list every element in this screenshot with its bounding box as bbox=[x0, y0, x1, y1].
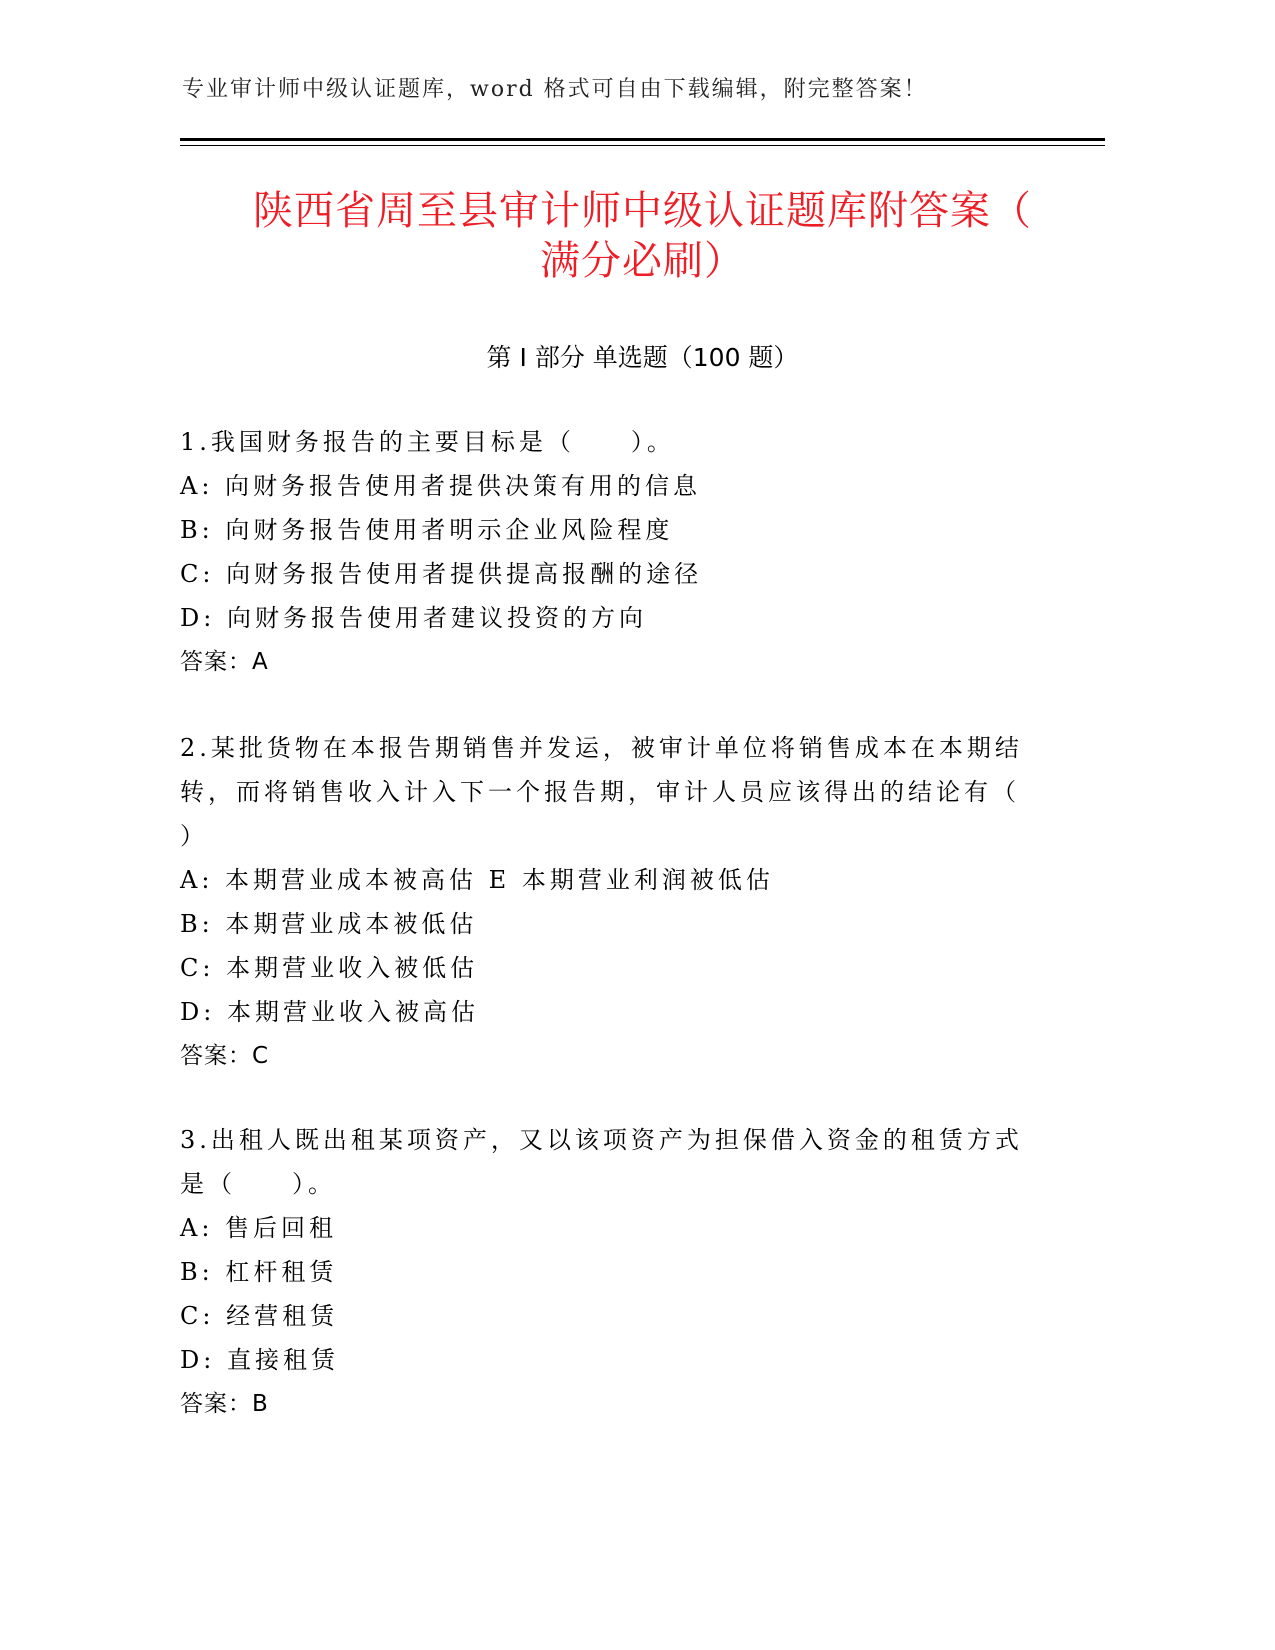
option-c: C: 本期营业收入被低估 bbox=[180, 954, 479, 982]
option-d: D: 向财务报告使用者建议投资的方向 bbox=[180, 604, 647, 632]
question-stem: 1.我国财务报告的主要目标是（ ）。 bbox=[180, 428, 675, 456]
option-b: B: 向财务报告使用者明示企业风险程度 bbox=[180, 516, 674, 544]
option-c: C: 经营租赁 bbox=[180, 1302, 339, 1330]
option-a: A: 售后回租 bbox=[180, 1214, 338, 1242]
header-note: 专业审计师中级认证题库，word 格式可自由下载编辑，附完整答案！ bbox=[182, 77, 928, 102]
question-stem-line-1: 3.出租人既出租某项资产，又以该项资产为担保借入资金的租赁方式 bbox=[180, 1126, 1023, 1154]
question-stem-line-1: 2.某批货物在本报告期销售并发运，被审计单位将销售成本在本期结 bbox=[180, 734, 1023, 762]
option-d: D: 本期营业收入被高估 bbox=[180, 998, 479, 1026]
header-rule-thick bbox=[180, 138, 1105, 141]
question-3 bbox=[180, 1118, 1023, 1426]
title-line-2: 满分必刷） bbox=[540, 238, 745, 284]
question-2 bbox=[180, 726, 1023, 1078]
document-title bbox=[180, 186, 1105, 286]
answer-line: 答案：C bbox=[180, 1043, 270, 1069]
option-b: B: 本期营业成本被低估 bbox=[180, 910, 478, 938]
title-line-1: 陕西省周至县审计师中级认证题库附答案（ bbox=[253, 188, 1032, 234]
option-c: C: 向财务报告使用者提供提高报酬的途径 bbox=[180, 560, 703, 588]
section-heading: 第 I 部分 单选题（100 题） bbox=[486, 343, 799, 372]
question-stem-line-2: 是（ ）。 bbox=[180, 1170, 336, 1198]
question-stem-line-3: ） bbox=[180, 822, 208, 850]
option-a: A: 本期营业成本被高估 E 本期营业利润被低估 bbox=[180, 866, 774, 894]
header-rule-thin bbox=[180, 145, 1105, 146]
option-b: B: 杠杆租赁 bbox=[180, 1258, 338, 1286]
question-stem-line-2: 转，而将销售收入计入下一个报告期，审计人员应该得出的结论有（ bbox=[180, 778, 1020, 806]
answer-line: 答案：A bbox=[180, 649, 269, 675]
answer-line: 答案：B bbox=[180, 1391, 269, 1417]
option-d: D: 直接租赁 bbox=[180, 1346, 339, 1374]
option-a: A: 向财务报告使用者提供决策有用的信息 bbox=[180, 472, 702, 500]
question-1 bbox=[180, 420, 1020, 684]
